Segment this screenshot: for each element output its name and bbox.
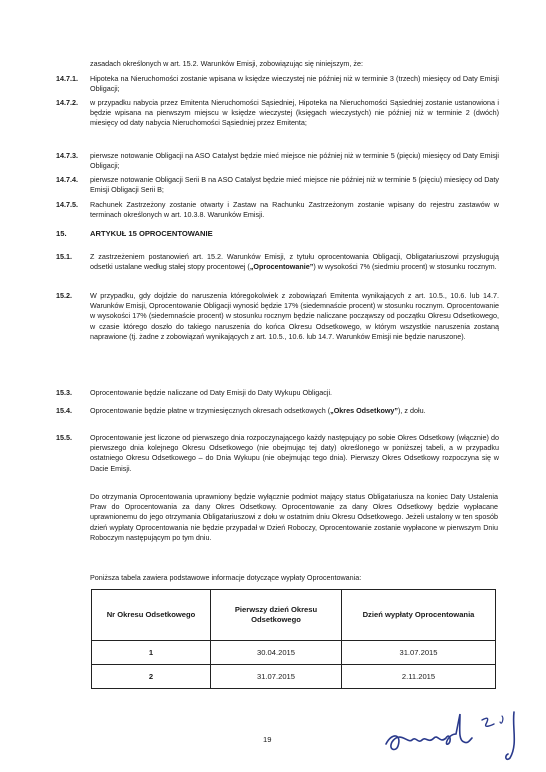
handwritten-signature [378,704,528,764]
payment-entitlement-paragraph: Do otrzymania Oprocentowania uprawniony będzie wyłącznie podmiot mający status Obligatariusza na koniec Daty Ustalenia Praw do Oprocentowania za dany Okres Odsetkowy. Oprocentowanie za dany Okres Odsetkowy będzie wypłacane uprawnionemu do jego otrzymania Obligatariuszowi z dołu w ostatnim dniu Okresu Odsetkowego. Jeżeli ustalony w ten sposób dzień wypłaty Oprocentowania nie będzie przypadał w Dzień Roboczy, Oprocentowanie zostanie wypłacone w pierwszym Dniu Roboczym następującym po tym dniu. [90,492,498,542]
table-cell: 2 [92,665,211,689]
table-cell: 31.07.2015 [342,641,496,665]
table-cell: 30.04.2015 [211,641,342,665]
section-number: 15.4. [56,406,72,415]
clause-text: pierwsze notowanie Obligacji na ASO Catalyst będzie mieć miejsce nie później niż w terminie 5 (pięciu) miesięcy od Daty Emisji Obligacji; [90,151,499,171]
article-title: ARTYKUŁ 15 OPROCENTOWANIE [90,229,213,238]
clause-number: 14.7.5. [56,200,78,209]
table-cell: 1 [92,641,211,665]
page-number: 19 [263,735,272,744]
table-cell: 2.11.2015 [342,665,496,689]
section-text: W przypadku, gdy dojdzie do naruszenia któregokolwiek z zobowiązań Emitenta wynikających z art. 10.5., 10.6. lub 14.7. Warunków Emisji, Oprocentowanie Obligacji wynosić będzie 17% (siedemnaście procent) w stosunku rocznym. Oprocentowanie w wysokości 17% (siedemnaście procent) w stosunku rocznym będzie naliczane począwszy od początku Okresu Odsetkowego, w czasie którego doszło do takiego naruszenia do końca Okresu Odsetkowego, w którym wszystkie naruszenia zostaną naprawione (tj. żadne z zobowiązań wynikających z art. 10.5., 10.6. lub 14.7. Warunków Emisji nie będzie naruszone). [90,291,499,341]
clause-text: Rachunek Zastrzeżony zostanie otwarty i Zastaw na Rachunku Zastrzeżonym zostanie wpisany do rejestru zastawów w terminach określonych w art. 10.3.8. Warunków Emisji. [90,200,499,220]
table-cell: 31.07.2015 [211,665,342,689]
section-number: 15.3. [56,388,72,397]
article-number: 15. [56,229,67,238]
table-row [92,665,496,689]
defined-term: „Okres Odsetkowy” [330,406,399,415]
section-number: 15.1. [56,252,72,261]
intro-text: zasadach określonych w art. 15.2. Warunków Emisji, zobowiązując się niniejszym, że: [90,59,363,68]
clause-number: 14.7.2. [56,98,78,107]
column-header: Pierwszy dzień Okresu Odsetkowego [211,590,342,641]
interest-schedule-table [91,589,496,689]
section-text: Oprocentowanie będzie płatne w trzymiesięcznych okresach odsetkowych („Okres Odsetkowy”), z dołu. [90,406,426,415]
section-text: Oprocentowanie jest liczone od pierwszego dnia rozpoczynającego każdy następujący po sobie Okres Odsetkowy (włącznie) do pierwszego dnia kolejnego Okresu Odsetkowego (nie obejmując tej daty) określonego w poniższej tabeli, a w przypadku ostatniego Okresu Odsetkowego – do Dnia Wykupu (nie obejmując tego dnia). Pierwszy Okres Odsetkowy rozpoczyna się w Dacie Emisji. [90,433,499,473]
column-header: Dzień wypłaty Oprocentowania [342,590,496,641]
section-text: Z zastrzeżeniem postanowień art. 15.2. Warunków Emisji, z tytułu oprocentowania Obligacji, Obligatariuszowi przysługują odsetki ustalane według stałej stopy procentowej („Oprocentowanie”) w wysokości 7% (siedmiu procent) w stosunku rocznym. [90,252,499,272]
clause-text: Hipoteka na Nieruchomości zostanie wpisana w księdze wieczystej nie później niż w terminie 3 (trzech) miesięcy od Daty Emisji Obligacji; [90,74,499,94]
table-header-row [92,590,496,641]
clause-text: pierwsze notowanie Obligacji Serii B na ASO Catalyst będzie mieć miejsce nie później niż w terminie 5 (pięciu) miesięcy od Daty Emisji Obligacji Serii B; [90,175,499,195]
table-row [92,641,496,665]
clause-number: 14.7.1. [56,74,78,83]
section-number: 15.5. [56,433,72,442]
column-header: Nr Okresu Odsetkowego [92,590,211,641]
defined-term: „Oprocentowanie” [249,262,314,272]
section-number: 15.2. [56,291,72,300]
clause-number: 14.7.4. [56,175,78,184]
clause-text: w przypadku nabycia przez Emitenta Nieruchomości Sąsiedniej, Hipoteka na Nieruchomości Sąsiedniej zostanie ustanowiona i będzie wpisana na pierwszym miejscu w księdze wieczystej (księgach wieczystych) nie później niż w terminie 2 (dwóch) miesięcy od daty nabycia Nieruchomości Sąsiedniej przez Emitenta; [90,98,499,128]
table-intro-paragraph: Poniższa tabela zawiera podstawowe informacje dotyczące wypłaty Oprocentowania: [90,573,362,582]
section-text: Oprocentowanie będzie naliczane od Daty Emisji do Daty Wykupu Obligacji. [90,388,333,397]
clause-number: 14.7.3. [56,151,78,160]
